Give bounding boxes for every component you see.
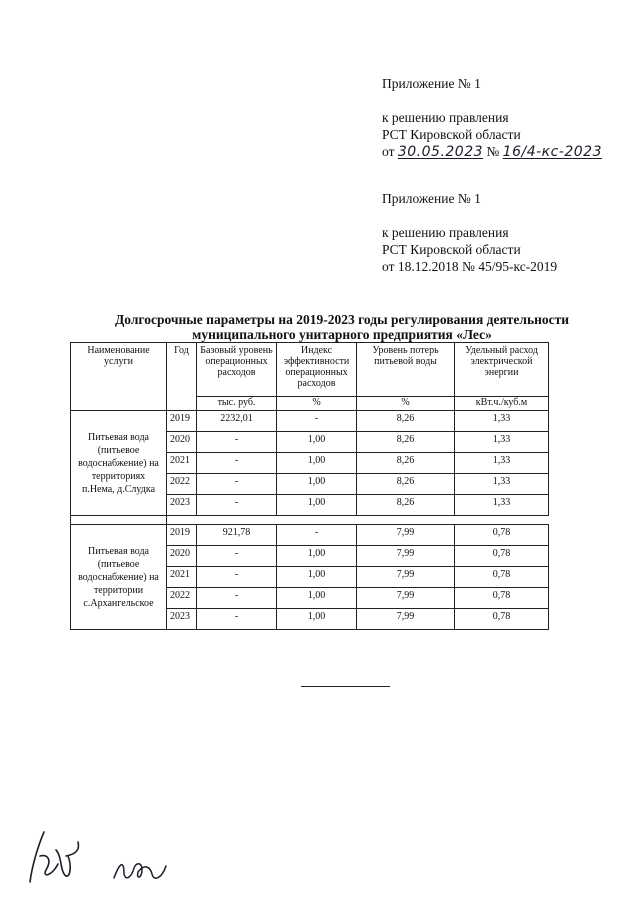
annex-date-number-line: от 18.12.2018 № 45/95-кс-2019 bbox=[382, 259, 558, 274]
annex-authority-line: РСТ Кировской области bbox=[382, 127, 521, 142]
cell-year: 2019 bbox=[167, 525, 197, 546]
cell-year: 2022 bbox=[167, 474, 197, 495]
cell-year: 2023 bbox=[167, 495, 197, 516]
title-line-2: муниципального унитарного предприятия «Лес» bbox=[192, 327, 492, 342]
cell-year: 2023 bbox=[167, 609, 197, 630]
cell-energy: 0,78 bbox=[455, 546, 549, 567]
cell-base: - bbox=[197, 609, 277, 630]
cell-index: 1,00 bbox=[277, 495, 357, 516]
cell-energy: 0,78 bbox=[455, 567, 549, 588]
annex-title: Приложение № 1 bbox=[382, 76, 481, 91]
cell-loss: 7,99 bbox=[357, 588, 455, 609]
cell-loss: 7,99 bbox=[357, 525, 455, 546]
cell-base: - bbox=[197, 453, 277, 474]
cell-loss: 7,99 bbox=[357, 546, 455, 567]
annex-header-original bbox=[382, 190, 557, 275]
cell-energy: 0,78 bbox=[455, 609, 549, 630]
cell-energy: 1,33 bbox=[455, 453, 549, 474]
header-base-opex: Базовый уровень операционных расходов bbox=[197, 343, 277, 397]
handwritten-number: 16/4-кс-2023 bbox=[502, 144, 602, 160]
annex-title: Приложение № 1 bbox=[382, 191, 481, 206]
parameters-table bbox=[70, 342, 549, 630]
signature-mark bbox=[22, 826, 92, 888]
cell-base: 921,78 bbox=[197, 525, 277, 546]
closing-rule bbox=[301, 686, 390, 687]
cell-index: 1,00 bbox=[277, 546, 357, 567]
cell-index: 1,00 bbox=[277, 453, 357, 474]
unit-efficiency-index: % bbox=[277, 397, 357, 411]
title-line-1: Долгосрочные параметры на 2019-2023 годы регулирования деятельности bbox=[114, 312, 570, 327]
annex-decision-line: к решению правления bbox=[382, 225, 509, 240]
cell-energy: 1,33 bbox=[455, 411, 549, 432]
cell-energy: 0,78 bbox=[455, 588, 549, 609]
cell-year: 2021 bbox=[167, 567, 197, 588]
cell-base: - bbox=[197, 567, 277, 588]
cell-energy: 1,33 bbox=[455, 474, 549, 495]
cell-index: - bbox=[277, 525, 357, 546]
cell-year: 2020 bbox=[167, 546, 197, 567]
initials-mark bbox=[110, 852, 170, 886]
cell-base: - bbox=[197, 432, 277, 453]
cell-energy: 1,33 bbox=[455, 432, 549, 453]
unit-base-opex: тыс. руб. bbox=[197, 397, 277, 411]
cell-year: 2020 bbox=[167, 432, 197, 453]
annex-header-current bbox=[382, 75, 602, 161]
cell-index: 1,00 bbox=[277, 609, 357, 630]
cell-base: - bbox=[197, 474, 277, 495]
unit-water-loss: % bbox=[357, 397, 455, 411]
cell-energy: 1,33 bbox=[455, 495, 549, 516]
header-service: Наименование услуги bbox=[71, 343, 167, 411]
cell-index: 1,00 bbox=[277, 432, 357, 453]
cell-index: 1,00 bbox=[277, 588, 357, 609]
header-year: Год bbox=[167, 343, 197, 411]
cell-index: 1,00 bbox=[277, 474, 357, 495]
cell-year: 2022 bbox=[167, 588, 197, 609]
cell-loss: 8,26 bbox=[357, 474, 455, 495]
cell-loss: 8,26 bbox=[357, 411, 455, 432]
header-energy-use: Удельный расход электрической энергии bbox=[455, 343, 549, 397]
cell-base: - bbox=[197, 588, 277, 609]
service-name: Питьевая вода (питьевое водоснабжение) на территориях п.Нема, д.Слудка bbox=[71, 411, 167, 516]
unit-energy-use: кВт.ч./куб.м bbox=[455, 397, 549, 411]
cell-base: - bbox=[197, 546, 277, 567]
group-separator bbox=[71, 516, 549, 525]
cell-year: 2019 bbox=[167, 411, 197, 432]
cell-base: 2232,01 bbox=[197, 411, 277, 432]
cell-index: - bbox=[277, 411, 357, 432]
cell-base: - bbox=[197, 495, 277, 516]
annex-authority-line: РСТ Кировской области bbox=[382, 242, 521, 257]
cell-loss: 7,99 bbox=[357, 567, 455, 588]
cell-loss: 8,26 bbox=[357, 495, 455, 516]
cell-loss: 7,99 bbox=[357, 609, 455, 630]
header-water-loss: Уровень потерь питьевой воды bbox=[357, 343, 455, 397]
cell-year: 2021 bbox=[167, 453, 197, 474]
annex-date-line bbox=[382, 143, 602, 161]
header-efficiency-index: Индекс эффективности операционных расходов bbox=[277, 343, 357, 397]
service-name: Питьевая вода (питьевое водоснабжение) на территории с.Архангельское bbox=[71, 525, 167, 630]
date-prefix: от bbox=[382, 144, 395, 159]
number-prefix: № bbox=[486, 144, 500, 159]
document-title bbox=[92, 312, 592, 342]
cell-energy: 0,78 bbox=[455, 525, 549, 546]
cell-loss: 8,26 bbox=[357, 453, 455, 474]
cell-index: 1,00 bbox=[277, 567, 357, 588]
handwritten-date: 30.05.2023 bbox=[397, 144, 484, 160]
annex-decision-line: к решению правления bbox=[382, 110, 509, 125]
cell-loss: 8,26 bbox=[357, 432, 455, 453]
